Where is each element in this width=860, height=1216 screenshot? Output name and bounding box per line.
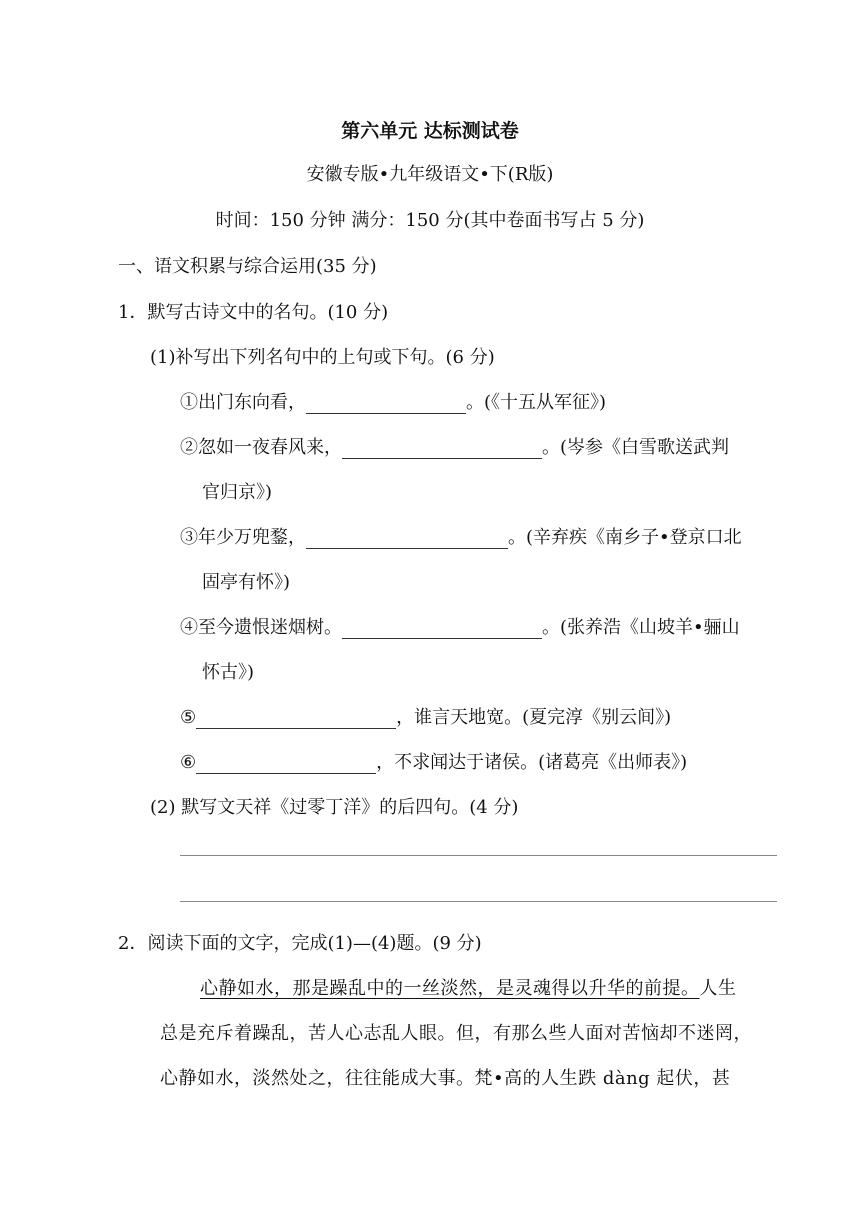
time-info: 时间：150 分钟 满分：150 分(其中卷面书写占 5 分) [215,210,645,231]
fill-item-4-continuation: 怀古》) [202,662,255,683]
fill-item-prefix: ⑤ [180,707,197,728]
passage-line-1 [200,974,780,1000]
fill-item-suffix: 。(辛弃疾《南乡子•登京口北 [508,527,742,548]
question-1-part-1-label: (1)补写出下列名句中的上句或下句。(6 分) [150,347,495,368]
answer-blank-6[interactable] [196,755,376,774]
question-2-label: 2．阅读下面的文字，完成(1)—(4)题。(9 分) [118,933,482,954]
fill-item-prefix: ④至今遗恨迷烟树。 [180,617,342,638]
fill-item-prefix: ⑥ [180,752,197,773]
answer-blank-5[interactable] [196,710,396,729]
page-subtitle: 安徽专版•九年级语文•下(R版) [306,164,554,185]
fill-item-suffix: ，谁言天地宽。(夏完淳《别云间》) [396,707,672,728]
fill-item-3 [180,523,742,549]
answer-line-1[interactable] [180,855,777,856]
passage-line-3: 心静如水，淡然处之，往往能成大事。梵•高的人生跌 dàng 起伏，甚 [160,1068,731,1089]
fill-item-suffix: 。(张养浩《山坡羊•骊山 [542,617,740,638]
section-heading: 一、语文积累与综合运用(35 分) [118,256,377,277]
answer-blank-3[interactable] [306,530,508,549]
answer-line-2[interactable] [180,901,777,902]
fill-item-suffix: ，不求闻达于诸侯。(诸葛亮《出师表》) [376,752,688,773]
answer-blank-1[interactable] [306,395,466,414]
passage-line-1-rest: 人生 [699,978,737,999]
fill-item-3-continuation: 固亭有怀》) [202,572,291,593]
fill-item-1 [180,388,606,414]
fill-item-2 [180,433,729,459]
fill-item-prefix: ②忽如一夜春风来， [180,437,342,458]
fill-item-prefix: ①出门东向看， [180,392,306,413]
question-1-part-2-label: (2) 默写文天祥《过零丁洋》的后四句。(4 分) [150,797,519,818]
fill-item-prefix: ③年少万兜鍪， [180,527,306,548]
passage-line-2: 总是充斥着躁乱，苦人心志乱人眼。但，有那么些人面对苦恼却不迷罔， [160,1023,752,1044]
passage-underlined-sentence: 心静如水，那是躁乱中的一丝淡然，是灵魂得以升华的前提。 [200,978,700,999]
page-title: 第六单元 达标测试卷 [341,120,519,142]
fill-item-5 [180,703,671,729]
fill-item-suffix: 。(岑参《白雪歌送武判 [542,437,730,458]
question-1-label: 1．默写古诗文中的名句。(10 分) [118,302,389,323]
answer-blank-4[interactable] [342,620,542,639]
answer-blank-2[interactable] [342,440,542,459]
fill-item-2-continuation: 官归京》) [202,482,273,503]
fill-item-suffix: 。(《十五从军征》) [466,392,607,413]
fill-item-6 [180,748,687,774]
fill-item-4 [180,613,740,639]
